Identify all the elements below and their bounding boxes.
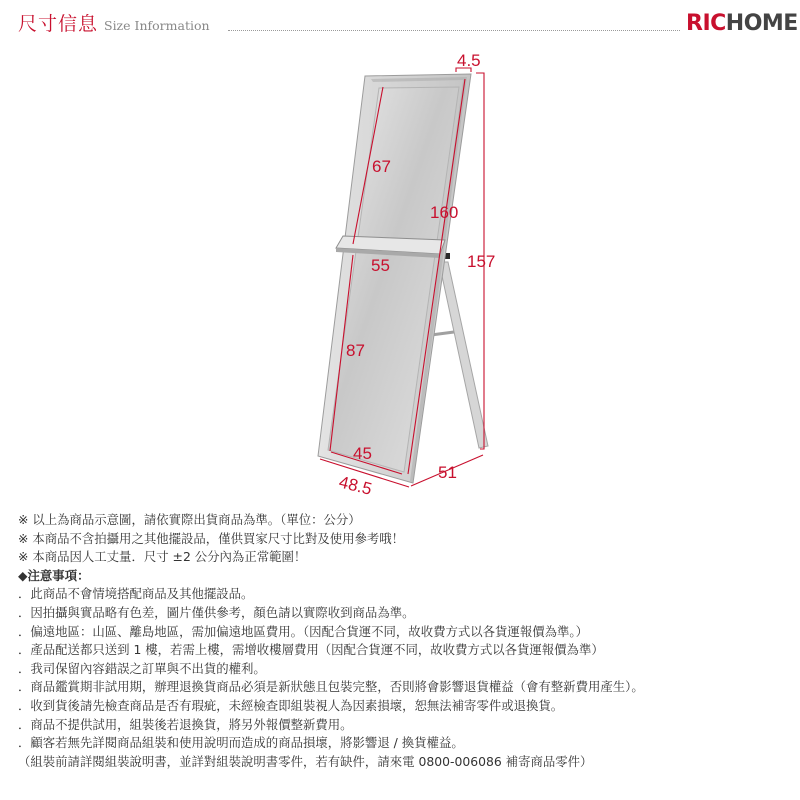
caution-item: ．商品鑑賞期非試用期，辦理退換貨商品必須是新狀態且包裝完整，否則將會影響退貨權益（會有整新費用產生）。 (18, 679, 644, 695)
notes-section (18, 511, 793, 771)
caution-item: ．產品配送都只送到 1 樓，若需上樓，需增收樓層費用（因配合貨運不同，故收費方式以各貨運報價為準） (18, 642, 604, 658)
brand-logo-part1: RIC (686, 11, 726, 36)
shelf-height-label: 55 (371, 256, 390, 275)
caution-item: ．我司保留內容錯誤之訂單與不出貨的權利。 (18, 660, 266, 676)
disclaimer-line: ※ 以上為商品示意圖，請依實際出貨商品為準。（單位：公分） (18, 512, 361, 527)
disclaimer-line: ※ 本商品因人工丈量．尺寸 ±2 公分內為正常範圍！ (18, 549, 307, 565)
total-height-label: 157 (467, 252, 496, 271)
dotted-divider (228, 30, 680, 31)
caution-item: ．商品不提供試用，組裝後若退換貨，將另外報價整新費用。 (18, 716, 353, 732)
depth-label: 4.5 (457, 51, 481, 70)
caution-item: ．收到貨後請先檢查商品是否有瑕疵，未經檢查即組裝視人為因素損壞，恕無法補寄零件或退換貨。 (18, 697, 564, 713)
mirror-dimension-diagram (0, 40, 800, 510)
frame-width-label: 48.5 (337, 472, 374, 499)
mirror-height-label: 160 (430, 203, 459, 222)
lower-glass-label: 87 (346, 341, 365, 360)
upper-glass-label: 67 (372, 157, 391, 176)
section-subtitle: Size Information (104, 18, 210, 33)
header (0, 0, 800, 42)
caution-item: ．偏遠地區：山區、離島地區，需加偏遠地區費用。（因配合貨運不同，故收費方式以各貨運報價為準。） (18, 623, 588, 639)
caution-item: ．顧客若無先詳閱商品組裝和使用說明而造成的商品損壞，將影響退 / 換貨權益。 (18, 735, 464, 751)
glass-width-label: 45 (353, 444, 372, 463)
caution-item: ．因拍攝與實品略有色差，圖片僅供參考，顏色請以實際收到商品為準。 (18, 604, 415, 620)
caution-title: ◆注意事項： (18, 567, 90, 583)
disclaimer-line: ※ 本商品不含拍攝用之其他擺設品，僅供買家尺寸比對及使用參考哦！ (18, 530, 405, 546)
brand-logo (686, 11, 798, 36)
caution-item: ．此商品不會情境搭配商品及其他擺設品。 (18, 586, 254, 602)
section-title: 尺寸信息 (18, 13, 99, 35)
stand-depth-label: 51 (438, 463, 457, 482)
assembly-footer-note: （組裝前請詳閱組裝說明書，並詳對組裝說明書零件，若有缺件，請來電 0800-006086 補寄商品零件） (18, 753, 593, 769)
brand-logo-part2: HOME (725, 11, 798, 36)
